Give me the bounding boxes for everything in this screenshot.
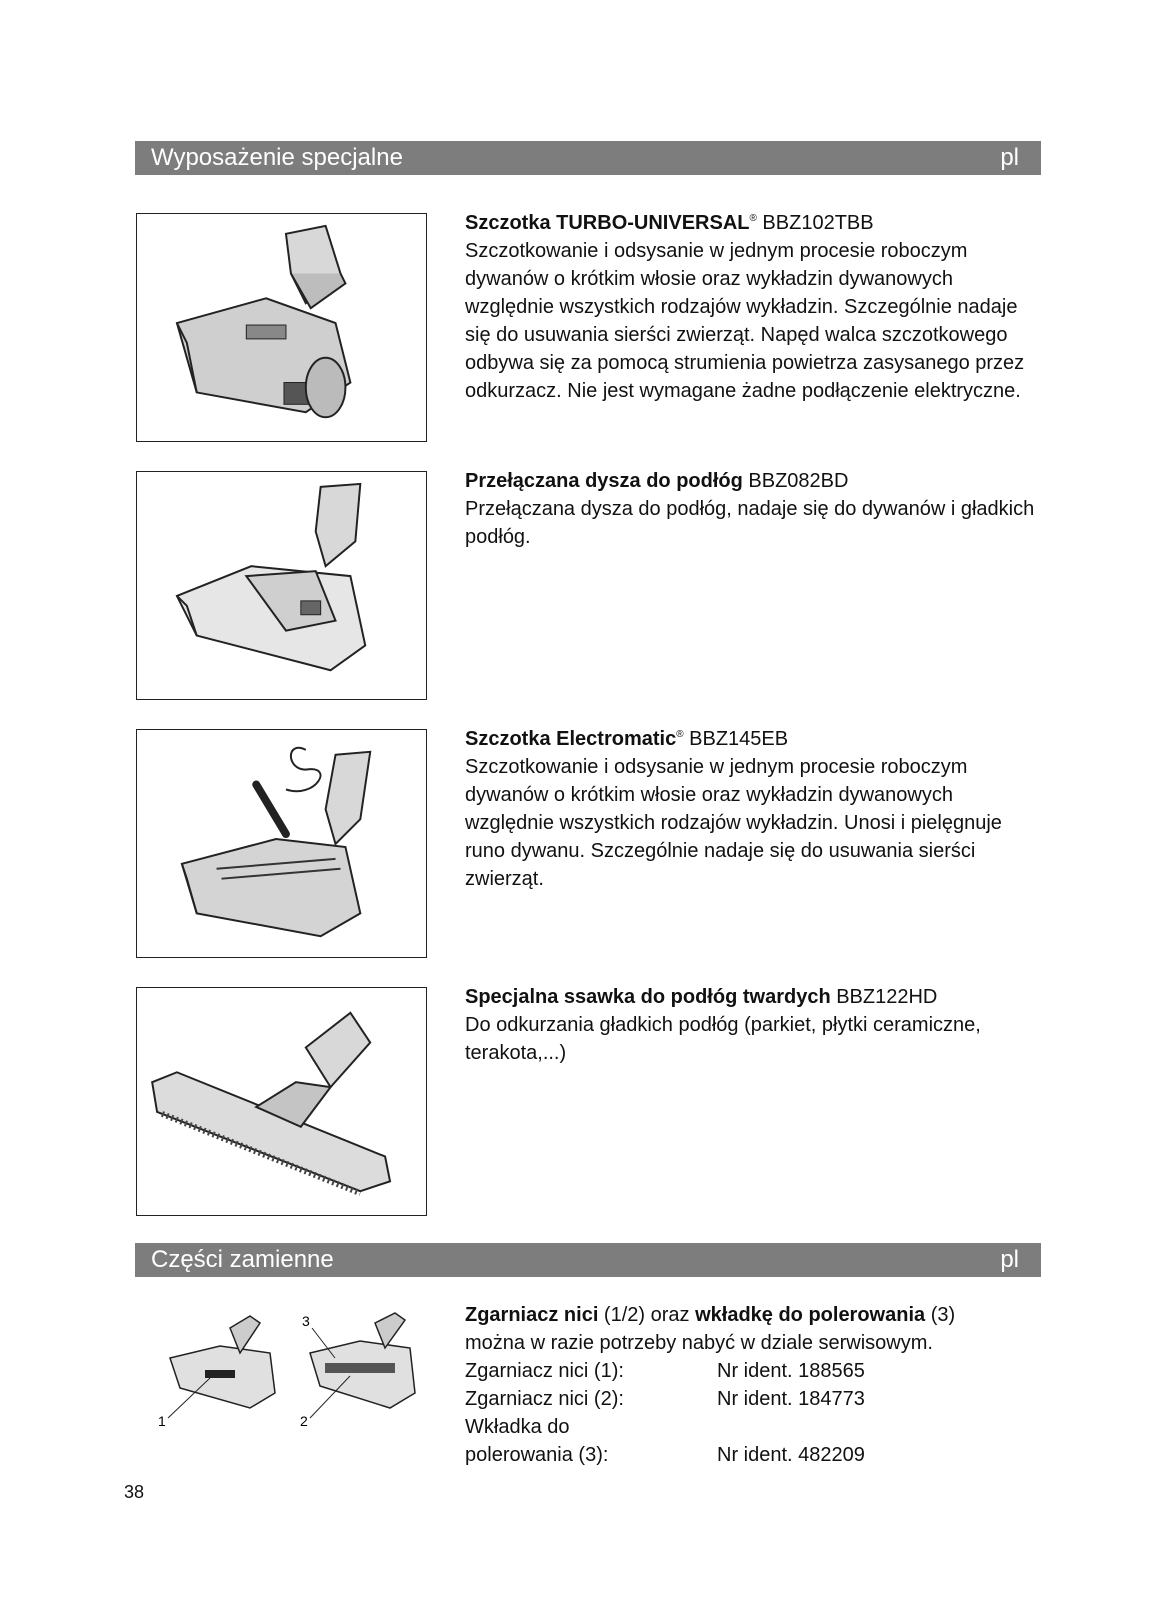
item-title — [465, 725, 1045, 753]
item-name: Szczotka TURBO-UNIVERSAL — [465, 212, 750, 234]
item-description: Szczotkowanie i odsysanie w jednym procesie roboczym dywanów o krótkim włosie oraz wykładzin dywanowych względnie wszystkich rodzajów wykładzin. Unosi i pielęgnuje runo dywanu. Szczególnie nadaje się do usuwania sierści zwierząt. — [465, 756, 1002, 890]
part-row — [465, 1357, 1045, 1385]
spare-parts-intro — [465, 1301, 1045, 1329]
part-id: Nr ident. 482209 — [717, 1444, 865, 1466]
intro-text-1: (1/2) oraz — [598, 1304, 696, 1326]
item-name: Specjalna ssawka do podłóg twardych — [465, 986, 831, 1008]
section-header-special-equipment — [135, 141, 1041, 175]
item-title — [465, 467, 1045, 495]
item-floor-nozzle — [465, 467, 1045, 551]
item-description: Przełączana dysza do podłóg, nadaje się do dywanów i gładkich podłóg. — [465, 498, 1035, 548]
nozzle-left-drawing — [170, 1316, 275, 1408]
callout-1: 1 — [158, 1413, 166, 1428]
registered-mark: ® — [749, 213, 757, 224]
item-electromatic — [465, 725, 1045, 893]
lint-remover-label: Zgarniacz nici — [465, 1304, 599, 1326]
registered-mark: ® — [676, 729, 684, 740]
part-id: Nr ident. 188565 — [717, 1360, 865, 1382]
spare-parts-note: można w razie potrzeby nabyć w dziale serwisowym. — [465, 1332, 933, 1354]
language-code: pl — [1000, 144, 1019, 171]
spare-parts-text — [465, 1301, 1045, 1469]
item-description: Do odkurzania gładkich podłóg (parkiet, płytki ceramiczne, terakota,...) — [465, 1014, 981, 1064]
item-model: BBZ122HD — [836, 986, 938, 1008]
item-title — [465, 209, 1045, 237]
section-title: Wyposażenie specjalne — [151, 144, 403, 171]
section-header-spare-parts — [135, 1243, 1041, 1277]
part-row — [465, 1385, 1045, 1413]
floor-nozzle-image — [136, 471, 427, 700]
language-code: pl — [1000, 1246, 1019, 1273]
item-title — [465, 983, 1045, 1011]
part-label: Zgarniacz nici (2): — [465, 1388, 624, 1410]
item-name: Szczotka Electromatic — [465, 728, 677, 750]
part-row — [465, 1413, 1045, 1441]
spare-parts-illustration — [150, 1308, 440, 1428]
section-title: Części zamienne — [151, 1246, 334, 1273]
hard-floor-nozzle-image — [136, 987, 427, 1216]
part-row — [465, 1441, 1045, 1469]
item-model: BBZ082BD — [748, 470, 849, 492]
item-description: Szczotkowanie i odsysanie w jednym procesie roboczym dywanów o krótkim włosie oraz wykładzin dywanowych względnie wszystkich rodzajów wykładzin. Szczególnie nadaje się do usuwania sierści zwierząt. Napęd walca szczotkowego odbywa się za pomocą strumienia powietrza zasysanego przez odkurzacz. Nie jest wymagane żadne podłączenie elektryczne. — [465, 240, 1025, 402]
part-label: polerowania (3): — [465, 1444, 609, 1466]
electromatic-brush-image — [136, 729, 427, 958]
item-model: BBZ145EB — [689, 728, 789, 750]
part-id: Nr ident. 184773 — [717, 1388, 865, 1410]
callout-3: 3 — [302, 1313, 310, 1329]
page-number: 38 — [124, 1482, 145, 1502]
item-name: Przełączana dysza do podłóg — [465, 470, 743, 492]
turbo-brush-image — [136, 213, 427, 442]
item-model: BBZ102TBB — [762, 212, 874, 234]
intro-text-2: (3) — [925, 1304, 956, 1326]
nozzle-right-drawing — [310, 1313, 415, 1408]
part-label: Zgarniacz nici (1): — [465, 1360, 624, 1382]
part-label: Wkładka do — [465, 1416, 570, 1438]
item-turbo-universal — [465, 209, 1045, 405]
item-hard-floor-nozzle — [465, 983, 1045, 1067]
polishing-insert-label: wkładkę do polerowania — [695, 1304, 926, 1326]
callout-2: 2 — [300, 1413, 308, 1428]
